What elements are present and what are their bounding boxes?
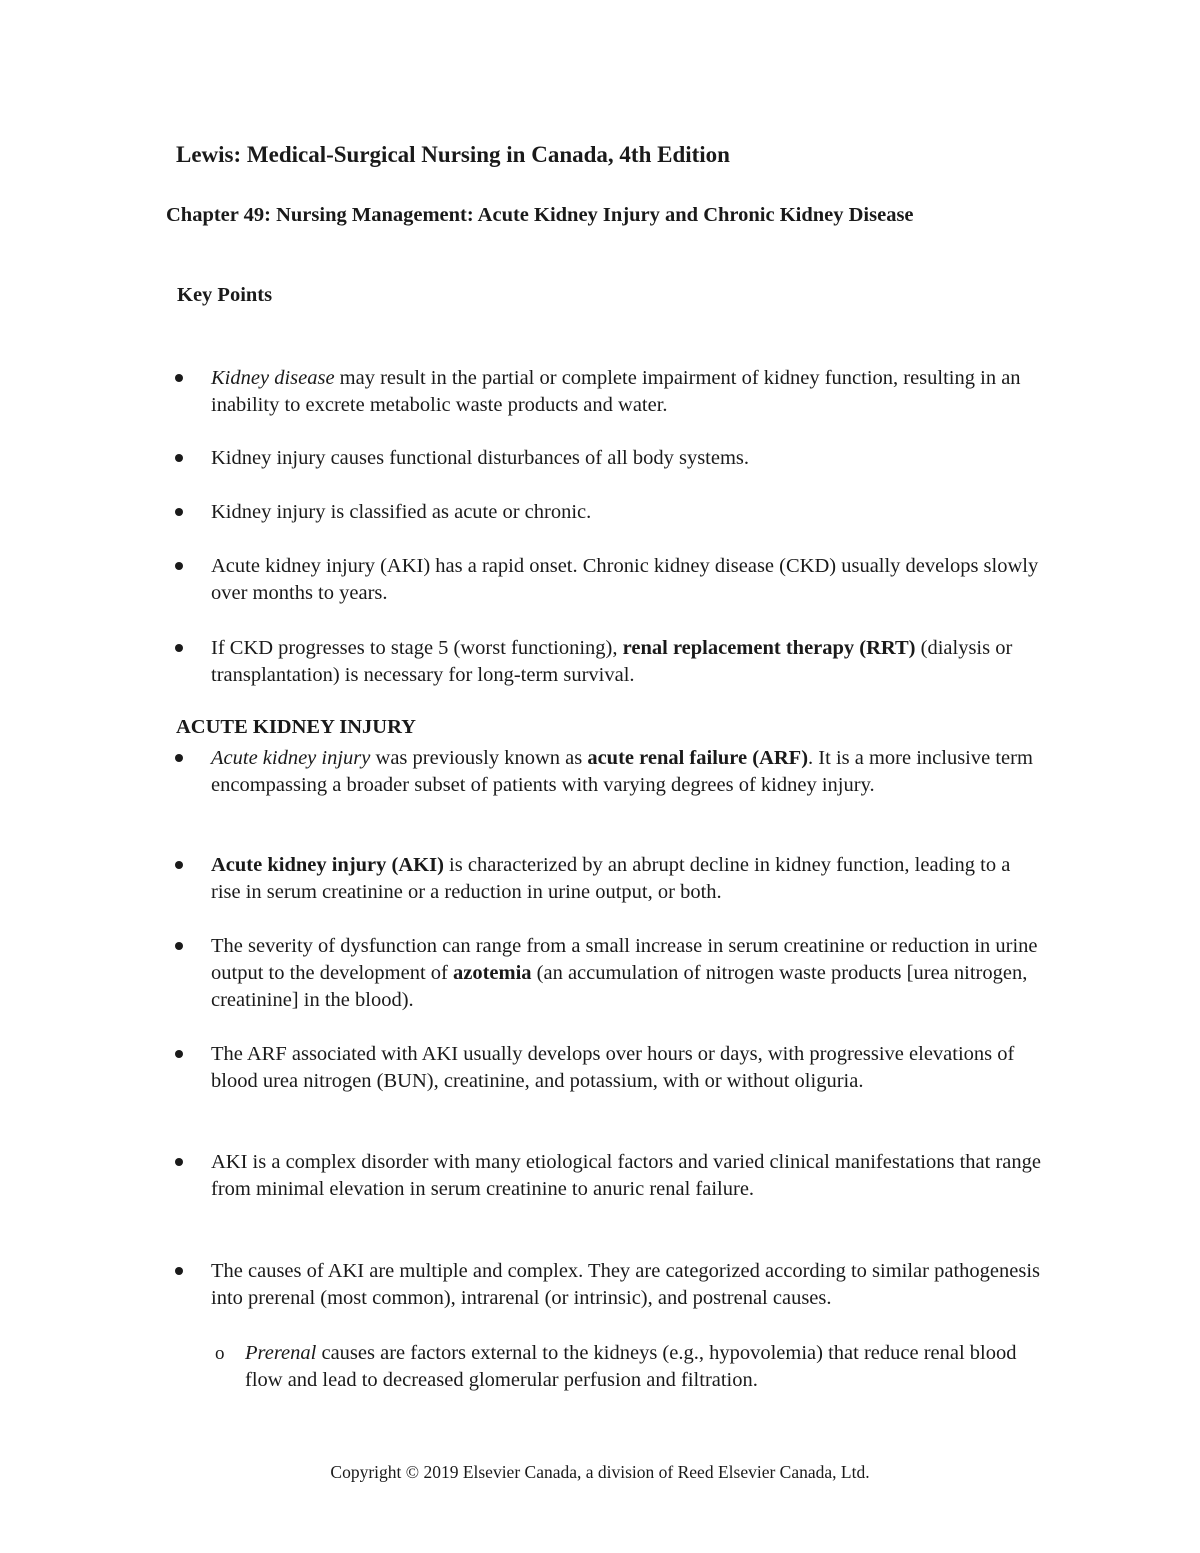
item-text: . It is a more inclusive term encompassing a broader subset of patients with varying degrees of kidney injury. — [211, 747, 1033, 796]
item-text: If CKD progresses to stage 5 (worst functioning), — [211, 637, 623, 659]
bullet-icon — [175, 1267, 183, 1275]
item-text: (dialysis or transplantation) is necessary for long-term survival. — [211, 637, 1013, 686]
item-text: causes are factors external to the kidneys (e.g., hypovolemia) that reduce renal blood flow and lead to decreased glomerular perfusion and filtration. — [245, 1342, 1017, 1391]
bullet-icon — [175, 861, 183, 869]
key-point-item — [211, 635, 1041, 689]
item-text: was previously known as — [370, 747, 588, 769]
book-title: Lewis: Medical-Surgical Nursing in Canada, 4th Edition — [176, 142, 730, 167]
item-text: Kidney injury causes functional disturbances of all body systems. — [211, 447, 750, 469]
item-text: The causes of AKI are multiple and complex. They are categorized according to similar pathogenesis into prerenal (most common), intrarenal (or intrinsic), and postrenal causes. — [211, 1260, 1040, 1309]
key-point-item — [211, 499, 1041, 526]
aki-item — [211, 933, 1041, 1014]
key-point-item — [211, 553, 1041, 607]
item-text: (an accumulation of nitrogen waste products [urea nitrogen, creatinine] in the blood). — [211, 962, 1028, 1011]
chapter-title: Chapter 49: Nursing Management: Acute Kidney Injury and Chronic Kidney Disease — [166, 204, 914, 226]
term-bold: Acute kidney injury (AKI) — [211, 854, 444, 876]
copyright-footer: Copyright © 2019 Elsevier Canada, a division of Reed Elsevier Canada, Ltd. — [330, 1462, 870, 1482]
aki-item — [211, 1149, 1041, 1203]
key-points-heading: Key Points — [177, 284, 273, 306]
bullet-icon — [175, 374, 183, 382]
term-emphasis: Acute kidney injury — [211, 747, 371, 769]
sub-bullet-icon: o — [215, 1343, 225, 1364]
bullet-icon — [175, 1158, 183, 1166]
bullet-icon — [175, 508, 183, 516]
bullet-icon — [175, 454, 183, 462]
term-bold: azotemia — [452, 962, 532, 984]
item-text: may result in the partial or complete impairment of kidney function, resulting in an inability to excrete metabolic waste products and water. — [211, 367, 1021, 416]
key-point-item — [211, 445, 1041, 472]
aki-item — [211, 745, 1041, 799]
aki-item — [211, 852, 1041, 906]
term-bold: acute renal failure (ARF) — [587, 747, 809, 769]
aki-subitem — [215, 1340, 1045, 1394]
item-text: AKI is a complex disorder with many etiological factors and varied clinical manifestations that range from minimal elevation in serum creatinine to anuric renal failure. — [211, 1151, 1041, 1200]
term-emphasis: Kidney disease — [211, 367, 335, 389]
bullet-icon — [175, 1050, 183, 1058]
bullet-icon — [175, 754, 183, 762]
item-text: The ARF associated with AKI usually develops over hours or days, with progressive elevations of blood urea nitrogen (BUN), creatinine, and potassium, with or without oliguria. — [211, 1043, 1015, 1092]
item-text: Kidney injury is classified as acute or chronic. — [211, 501, 592, 523]
term-bold: renal replacement therapy (RRT) — [622, 637, 916, 659]
aki-item — [211, 1041, 1041, 1095]
bullet-icon — [175, 562, 183, 570]
key-point-item — [211, 365, 1041, 419]
item-text: Acute kidney injury (AKI) has a rapid onset. Chronic kidney disease (CKD) usually develops slowly over months to years. — [211, 555, 1039, 604]
item-text: is characterized by an abrupt decline in kidney function, leading to a rise in serum creatinine or a reduction in urine output, or both. — [211, 854, 1011, 903]
item-text: The severity of dysfunction can range from a small increase in serum creatinine or reduction in urine output to the development of — [211, 935, 1038, 984]
section-heading-aki: ACUTE KIDNEY INJURY — [176, 716, 416, 738]
bullet-icon — [175, 644, 183, 652]
bullet-icon — [175, 942, 183, 950]
term-emphasis: Prerenal — [245, 1342, 317, 1364]
aki-item — [211, 1258, 1041, 1312]
